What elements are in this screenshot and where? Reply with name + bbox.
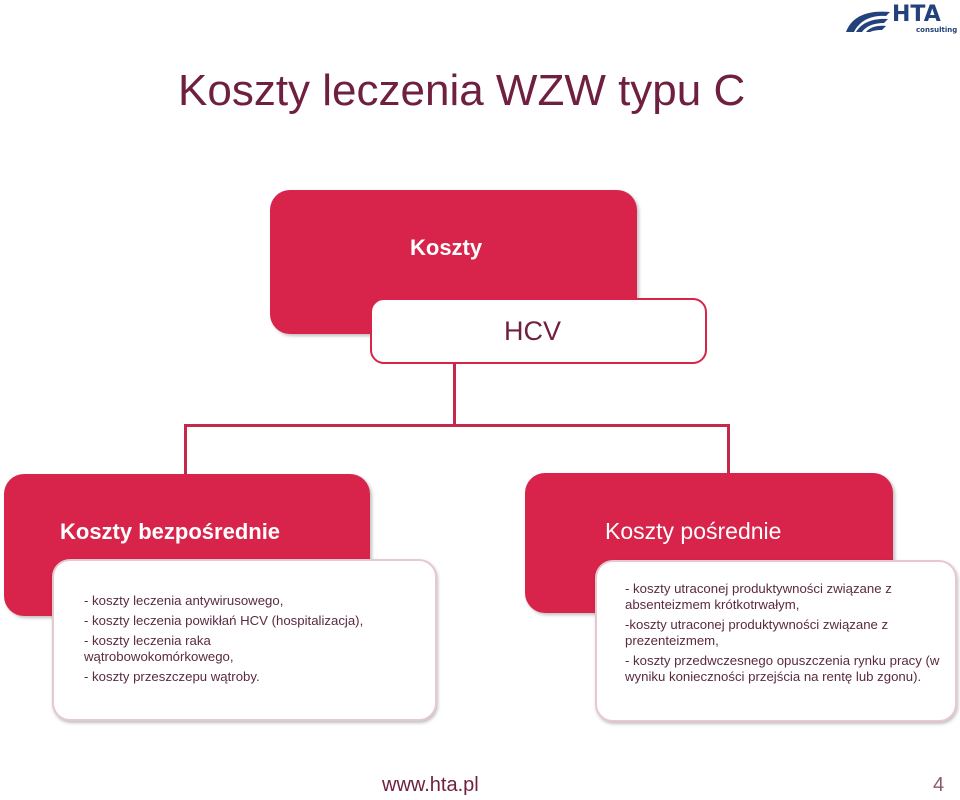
list-item: - koszty przedwczesnego opuszczenia rynku pracy (w wyniku konieczności przejścia na rentę lub zgonu).	[625, 653, 940, 684]
node-koszty-posrednie-label: Koszty pośrednie	[605, 518, 782, 544]
page-title: Koszty leczenia WZW typu C	[178, 66, 746, 115]
page-number: 4	[933, 774, 945, 796]
logo-text: HTA	[892, 2, 941, 27]
detail-box-right	[595, 560, 957, 722]
connector-right-drop	[727, 424, 730, 474]
list-item: - koszty leczenia powikłań HCV (hospitalizacja),	[84, 613, 364, 628]
node-hcv	[370, 298, 707, 364]
node-koszty-label: Koszty	[410, 235, 483, 260]
connector-vertical-top	[453, 364, 456, 426]
logo-subtext: consulting	[916, 26, 958, 34]
connector-horizontal	[184, 424, 730, 427]
detail-list-left	[84, 593, 414, 689]
detail-box-left	[52, 559, 437, 721]
node-hcv-label: HCV	[504, 316, 562, 346]
list-item: - koszty utraconej produktywności związane z absenteizmem krótkotrwałym,	[625, 581, 892, 612]
logo-swoosh-icon	[842, 6, 894, 36]
detail-list-right	[625, 581, 951, 689]
node-koszty-bezposrednie-label: Koszty bezpośrednie	[60, 519, 281, 544]
footer-url[interactable]: www.hta.pl	[382, 774, 479, 796]
list-item: - koszty leczenia antywirusowego,	[84, 593, 284, 608]
hta-logo	[842, 2, 958, 38]
list-item: -koszty utraconej produktywności związane z prezenteizmem,	[625, 617, 889, 648]
connector-left-drop	[184, 424, 187, 474]
list-item: - koszty przeszczepu wątroby.	[84, 669, 260, 684]
list-item: - koszty leczenia raka wątrobowokomórkowego,	[84, 633, 234, 664]
